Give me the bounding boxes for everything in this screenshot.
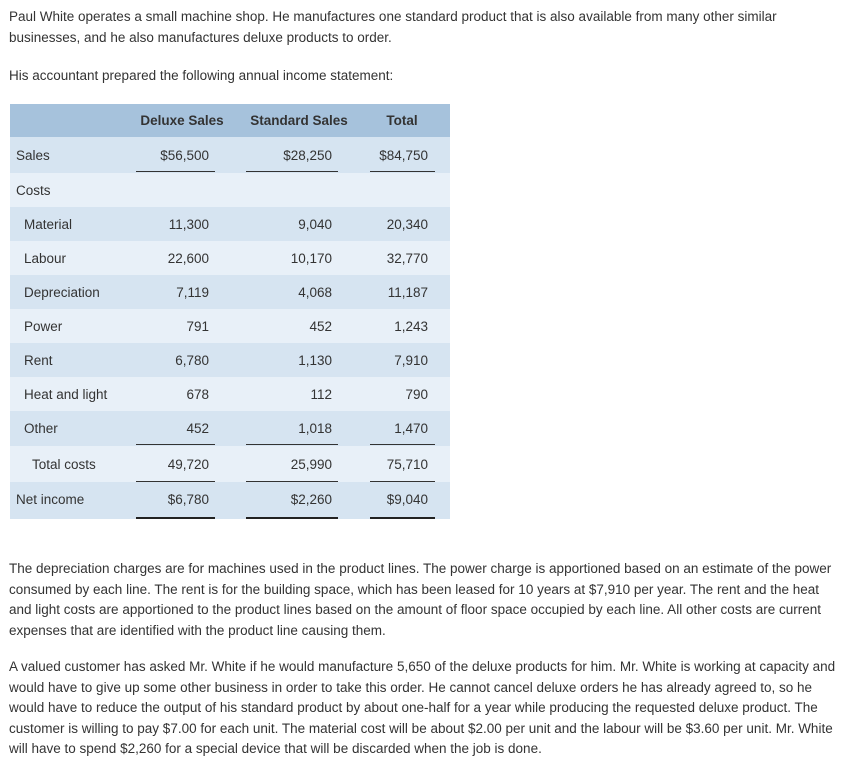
row-label-costs: Costs <box>16 183 51 198</box>
double-underline <box>246 517 338 519</box>
cell-standard-depreciation: 4,068 <box>298 285 332 300</box>
cell-deluxe-rent: 6,780 <box>175 353 209 368</box>
intro-paragraph: Paul White operates a small machine shop. He manufactures one standard product that is also available from many other similar businesses, and he also manufactures deluxe products to order. <box>9 9 777 45</box>
cell-standard-other: 1,018 <box>298 421 332 436</box>
cell-total-total-costs: 75,710 <box>386 457 428 472</box>
cell-standard-heat-and-light: 112 <box>310 387 332 402</box>
underline <box>246 171 338 172</box>
header-total: Total <box>386 113 418 128</box>
cell-standard-rent: 1,130 <box>298 353 332 368</box>
cell-total-sales: $84,750 <box>379 148 428 163</box>
cell-deluxe-material: 11,300 <box>168 217 209 232</box>
cell-total-rent: 7,910 <box>394 353 428 368</box>
double-underline <box>370 517 435 519</box>
cell-total-labour: 32,770 <box>386 251 428 266</box>
cell-deluxe-sales: $56,500 <box>160 148 209 163</box>
table-row-net-income <box>10 482 450 519</box>
income-statement-table <box>10 104 450 519</box>
underline <box>370 171 435 172</box>
cell-deluxe-labour: 22,600 <box>167 251 209 266</box>
header-standard-sales: Standard Sales <box>250 113 348 128</box>
table-row-costs <box>10 173 450 207</box>
cell-total-heat-and-light: 790 <box>405 387 428 402</box>
row-label-sales: Sales <box>16 148 50 163</box>
cell-total-other: 1,470 <box>394 421 428 436</box>
cell-standard-power: 452 <box>309 319 332 334</box>
accountant-intro-text: His accountant prepared the following annual income statement: <box>9 68 394 83</box>
table-row-material <box>10 207 450 241</box>
row-label-material: Material <box>24 217 73 232</box>
cell-total-depreciation: 11,187 <box>387 285 428 300</box>
cell-total-power: 1,243 <box>394 319 428 334</box>
header-deluxe-sales: Deluxe Sales <box>140 113 224 128</box>
underline <box>136 444 215 445</box>
cell-standard-total-costs: 25,990 <box>290 457 332 472</box>
double-underline <box>136 517 215 519</box>
underline <box>246 444 338 445</box>
row-label-power: Power <box>24 319 63 334</box>
row-label-net-income: Net income <box>16 492 85 507</box>
cell-deluxe-total-costs: 49,720 <box>167 457 209 472</box>
row-label-labour: Labour <box>24 251 67 266</box>
cell-total-material: 20,340 <box>386 217 428 232</box>
cell-standard-labour: 10,170 <box>290 251 332 266</box>
cell-standard-sales: $28,250 <box>283 148 332 163</box>
table-row-depreciation <box>10 275 450 309</box>
cell-deluxe-power: 791 <box>186 319 209 334</box>
depreciation-paragraph: The depreciation charges are for machines used in the product lines. The power charge is apportioned based on an estimate of the power consumed by each line. The rent is for the building space, which has been leased for 10 years at $7,910 per year. The rent and the heat and light costs are apportioned to the product lines based on the amount of floor space occupied by each line. All other costs are current expenses that are identified with the product line causing them. <box>9 561 832 638</box>
cell-deluxe-net-income: $6,780 <box>167 492 209 507</box>
row-label-other: Other <box>24 421 58 436</box>
underline <box>136 171 215 172</box>
row-label-total-costs: Total costs <box>32 457 96 472</box>
row-label-heat-and-light: Heat and light <box>24 387 108 402</box>
table-header-row <box>10 104 450 137</box>
table-row-other <box>10 411 450 446</box>
table-row-sales <box>10 137 450 173</box>
cell-deluxe-other: 452 <box>186 421 209 436</box>
table-row-labour <box>10 241 450 275</box>
row-label-depreciation: Depreciation <box>24 285 100 300</box>
table-row-rent <box>10 343 450 377</box>
customer-order-paragraph: A valued customer has asked Mr. White if he would manufacture 5,650 of the deluxe products for him. Mr. White is working at capacity and would have to give up some other business in order to take this order. He cannot cancel deluxe orders he has already agreed to, so he would have to reduce the output of his standard product by about one-half for a year while producing the requested deluxe product. The customer is willing to pay $7.00 for each unit. The material cost will be about $2.00 per unit and the labour will be $3.60 per unit. Mr. White will have to spend $2,260 for a special device that will be discarded when the job is done. <box>9 659 836 756</box>
cell-total-net-income: $9,040 <box>386 492 428 507</box>
cell-deluxe-heat-and-light: 678 <box>186 387 209 402</box>
table-row-heat-and-light <box>10 377 450 411</box>
cell-standard-net-income: $2,260 <box>290 492 332 507</box>
table-row-power <box>10 309 450 343</box>
row-label-rent: Rent <box>24 353 53 368</box>
underline <box>370 444 435 445</box>
cell-deluxe-depreciation: 7,119 <box>176 285 209 300</box>
cell-standard-material: 9,040 <box>298 217 332 232</box>
table-row-total-costs <box>10 446 450 482</box>
